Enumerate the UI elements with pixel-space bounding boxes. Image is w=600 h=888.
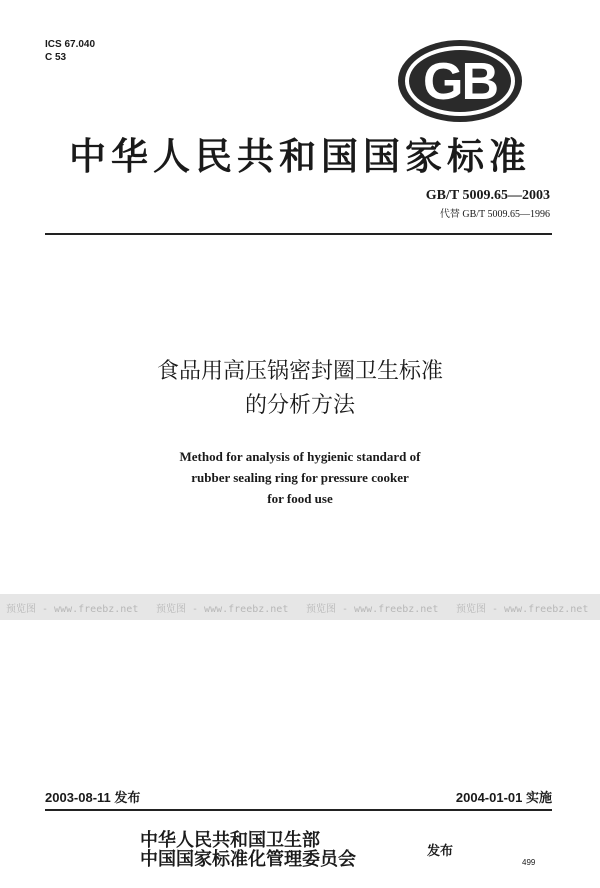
standard-number: GB/T 5009.65—2003 — [425, 188, 550, 203]
standard-title: 中华人民共和国国家标准 — [69, 135, 531, 178]
replaces-note: 代替 GB/T 5009.65—1996 — [439, 209, 550, 220]
footer-divider — [45, 809, 552, 811]
ccs-code: C 53 — [45, 52, 67, 63]
english-title-line: Method for analysis of hygienic standard of — [179, 449, 421, 464]
issuer-name: 中国国家标准化管理委员会 — [140, 849, 356, 870]
standard-number-block — [426, 188, 550, 220]
chinese-title-line: 食品用高压锅密封圈卫生标准 — [156, 359, 443, 384]
effective-date: 2004-01-01 实施 — [455, 790, 552, 805]
watermark-text: 预览图 - www.freebz.net — [306, 603, 439, 615]
watermark-text: 预览图 - www.freebz.net — [456, 603, 589, 615]
issuer-name: 中华人民共和国卫生部 — [140, 830, 320, 851]
header-divider — [45, 233, 552, 235]
watermark-text: 预览图 - www.freebz.net — [156, 603, 289, 615]
page-number: 499 — [522, 858, 536, 867]
chinese-title-line: 的分析方法 — [244, 393, 355, 418]
english-title-line: for food use — [267, 491, 333, 506]
gb-logo-text: GB — [423, 53, 497, 111]
issue-date: 2003-08-11 发布 — [45, 790, 141, 805]
publish-label: 发布 — [427, 844, 454, 859]
english-title — [0, 446, 600, 509]
chinese-title — [0, 355, 600, 423]
watermark-text: 预览图 - www.freebz.net — [6, 603, 139, 615]
english-title-line: rubber sealing ring for pressure cooker — [191, 470, 409, 485]
gb-logo — [396, 38, 524, 124]
classification-codes — [45, 38, 95, 64]
ics-code: ICS 67.040 — [45, 39, 96, 50]
watermark-band — [0, 594, 600, 620]
issuing-authorities — [140, 831, 356, 869]
